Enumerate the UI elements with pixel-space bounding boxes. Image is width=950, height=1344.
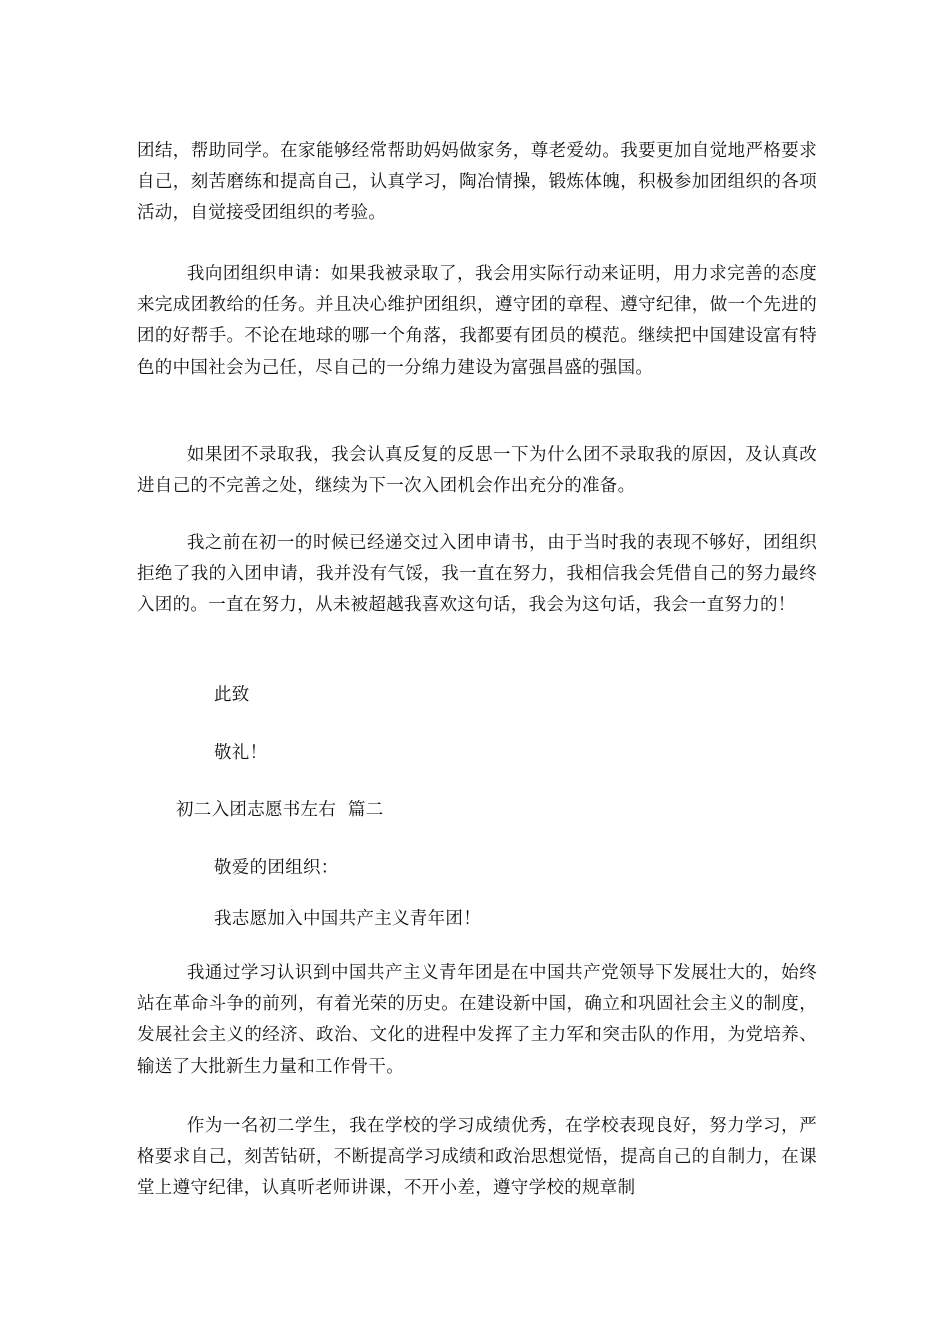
paragraph-self-discipline: 团结，帮助同学。在家能够经常帮助妈妈做家务，尊老爱幼。我要更加自觉地严格要求自己，刻苦磨练和提高自己，认真学习，陶冶情操，锻炼体魄，积极参加团组织的各项活动，自觉接受团组织的考验。: [137, 141, 817, 224]
section-heading: 初二入团志愿书左右 篇二: [176, 800, 384, 820]
paragraph-previous-application: 我之前在初一的时候已经递交过入团申请书，由于当时我的表现不够好，团组织拒绝了我的入团申请，我并没有气馁，我一直在努力，我相信我会凭借自己的努力最终入团的。一直在努力，从未被超越我喜欢这句话，我会为这句话，我会一直努力的！: [137, 533, 817, 616]
paragraph-if-rejected: 如果团不录取我，我会认真反复的反思一下为什么团不录取我的原因，及认真改进自己的不完善之处，继续为下一次入团机会作出充分的准备。: [137, 445, 817, 497]
greeting-line: 敬爱的团组织：: [214, 858, 339, 878]
salute-line: 敬礼！: [214, 743, 268, 763]
declaration-line: 我志愿加入中国共产主义青年团！: [214, 909, 481, 929]
closing-line: 此致: [214, 685, 250, 705]
paragraph-league-history: 我通过学习认识到中国共产主义青年团是在中国共产党领导下发展壮大的，始终站在革命斗争的前列，有着光荣的历史。在建设新中国，确立和巩固社会主义的制度，发展社会主义的经济、政治、文化的进程中发挥了主力军和突击队的作用，为党培养、输送了大批新生力量和工作骨干。: [137, 963, 817, 1077]
paragraph-application: 我向团组织申请：如果我被录取了，我会用实际行动来证明，用力求完善的态度来完成团教给的任务。并且决心维护团组织，遵守团的章程、遵守纪律，做一个先进的团的好帮手。不论在地球的哪一个角落，我都要有团员的模范。继续把中国建设富有特色的中国社会为己任，尽自己的一分绵力建设为富强昌盛的强国。: [137, 264, 817, 378]
paragraph-student-conduct: 作为一名初二学生，我在学校的学习成绩优秀，在学校表现良好，努力学习，严格要求自己，刻苦钻研，不断提高学习成绩和政治思想觉悟，提高自己的自制力，在课堂上遵守纪律，认真听老师讲课，不开小差，遵守学校的规章制: [137, 1116, 817, 1199]
